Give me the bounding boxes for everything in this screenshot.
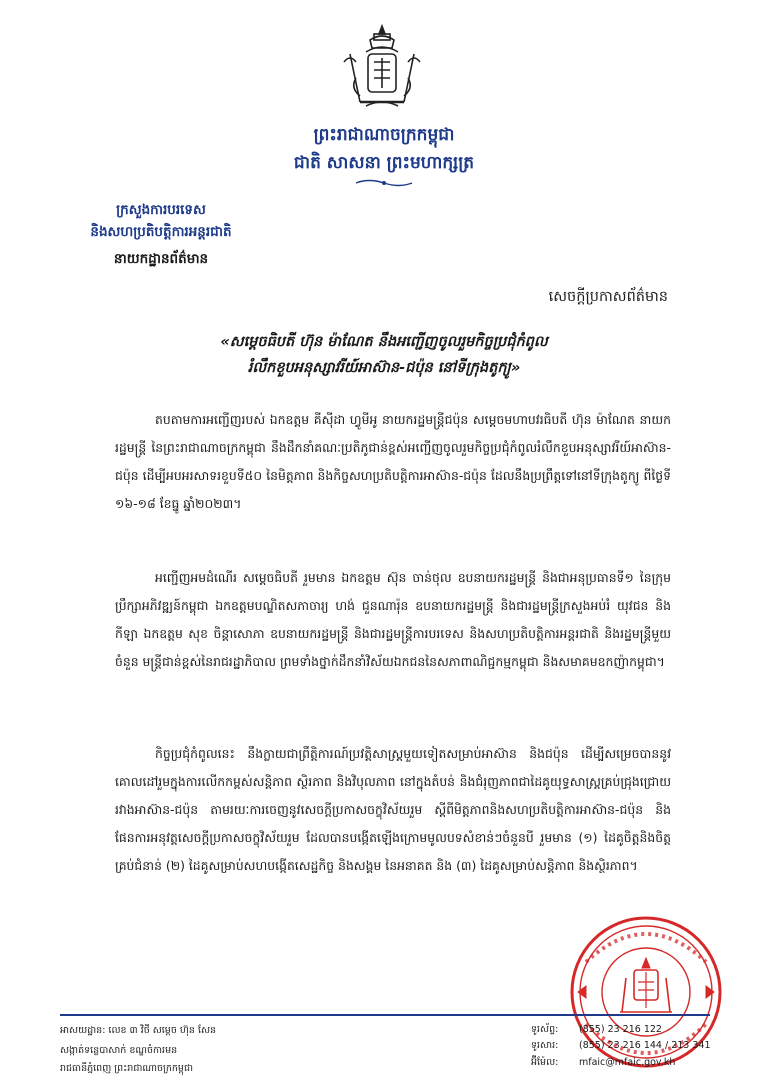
- department-name: នាយកដ្ឋានព័ត៌មាន: [113, 251, 209, 267]
- kingdom-title: ព្រះរាជាណាចក្រកម្ពុជា: [313, 125, 455, 145]
- headline-line-1: «សម្តេចធិបតី ហ៊ុន ម៉ាណែត នឹងអញ្ជើញចូលរួមកិច្ចប្រជុំកំពូល: [220, 334, 548, 350]
- body-paragraph-3: កិច្ចប្រជុំកំពូលនេះ នឹងក្លាយជាព្រឹត្តិការណ៍ប្រវត្តិសាស្ត្រមួយទៀតសម្រាប់អាស៊ាន និងជប៉ុន ដើម្បីសម្រេចបាននូវគោលដៅរួមក្នុងការលើកកម្ពស់សន្តិភាព ស្ថិរភាព និងវិបុលភាព នៅក្នុងតំបន់ និងជំរុញភាពជាដៃគូយុទ្ធសាស្ត្រគ្រប់ជ្រុងជ្រោយរវាងអាស៊ាន-ជប៉ុន តាមរយៈការចេញនូវសេចក្តីប្រកាសចក្ខុវិស័យរួម ស្តីពីមិត្តភាពនិងសហប្រតិបត្តិការអាស៊ាន-ជប៉ុន និងផែនការអនុវត្តសេចក្តីប្រកាសចក្ខុវិស័យរួម ដែលបានបង្កើតឡើងក្រោមមូលបទសំខាន់ៗចំនួនបី រួមមាន (១) ដៃគូចិត្តនិងចិត្តគ្រប់ជំនាន់ (២) ដៃគូសម្រាប់សហបង្កើតសេដ្ឋកិច្ច និងសង្គម នៃអនាគត និង (៣) ដៃគូសម្រាប់សន្តិភាព និងស្ថិរភាព។: [115, 746, 671, 873]
- ministry-name-continued: និងសហប្រតិបត្តិការអន្តរជាតិ: [90, 224, 232, 240]
- fax-value: (855) 23 216 144 / 213 341: [579, 1040, 711, 1051]
- document-type: សេចក្តីប្រកាសព័ត៌មាន: [548, 289, 668, 305]
- body-paragraph-2: អញ្ជើញអមដំណើរ សម្តេចធិបតី រួមមាន ឯកឧត្តម ស៊ុន ចាន់ថុល ឧបនាយករដ្ឋមន្ត្រី និងជាអនុប្រធានទី១ នៃក្រុមប្រឹក្សាអភិវឌ្ឍន៍កម្ពុជា ឯកឧត្តមបណ្ឌិតសភាចារ្យ ហង់ ជួនណារ៉ុន ឧបនាយករដ្ឋមន្ត្រី និងជារដ្ឋមន្ត្រីក្រសួងអប់រំ យុវជន និងកីឡា ឯកឧត្តម សុខ ចិន្តាសោភា ឧបនាយករដ្ឋមន្ត្រី និងជារដ្ឋមន្ត្រីការបរទេស និងសហប្រតិបត្តិការអន្តរជាតិ និងរដ្ឋមន្ត្រីមួយចំនួន មន្ត្រីជាន់ខ្ពស់នៃរាជរដ្ឋាភិបាល ព្រមទាំងថ្នាក់ដឹកនាំវិស័យឯកជននៃសភាពាណិជ្ជកម្មកម្ពុជា និងសមាគមឧកញ៉ាកម្ពុជា។: [115, 570, 671, 669]
- phone-value: (855) 23 216 122: [579, 1024, 662, 1035]
- headline-line-2: រំលឹកខួបអនុស្សាវរីយ៍អាស៊ាន-ជប៉ុន នៅទីក្រុងតូក្យូ»: [247, 360, 521, 376]
- body-paragraph-1: តបតាមការអញ្ជើញរបស់ ឯកឧត្តម គីស៊ីដា ហ្វូមីអូ នាយករដ្ឋមន្ត្រីជប៉ុន សម្តេចមហាបវរធិបតី ហ៊ុន ម៉ាណែត នាយករដ្ឋមន្ត្រី នៃព្រះរាជាណាចក្រកម្ពុជា នឹងដឹកនាំគណៈប្រតិភូជាន់ខ្ពស់អញ្ជើញចូលរួមកិច្ចប្រជុំកំពូលរំលឹកខួបអនុស្សាវរីយ៍អាស៊ាន-ជប៉ុន ដើម្បីអបអរសាទរខួបទី៥០ នៃមិត្តភាព និងកិច្ចសហប្រតិបត្តិការអាស៊ាន-ជប៉ុន ដែលនឹងប្រព្រឹត្តទៅនៅទីក្រុងតូក្យូ ពីថ្ងៃទី ១៦-១៨ ខែធ្នូ ឆ្នាំ២០២៣។: [115, 412, 671, 511]
- footer-phone: [531, 1023, 662, 1036]
- nation-motto: ជាតិ សាសនា ព្រះមហាក្សត្រ: [293, 153, 475, 173]
- footer-fax: [531, 1039, 711, 1052]
- ornament-divider-icon: [354, 178, 414, 188]
- fax-label: ទូរសារ:: [531, 1040, 559, 1051]
- email-label: អ៊ីម៉ែល:: [531, 1057, 559, 1068]
- ministry-name: ក្រសួងការបរទេស: [116, 202, 206, 218]
- phone-label: ទូរស័ព្ទ:: [531, 1024, 559, 1035]
- royal-emblem-icon: [330, 22, 434, 108]
- email-value[interactable]: mfaic@mfaic.gov.kh: [579, 1057, 676, 1068]
- footer-address-line-2: សង្កាត់ទន្លេបាសាក់ ខណ្ឌចំការមន: [60, 1045, 178, 1056]
- footer-email: [531, 1056, 676, 1069]
- footer-divider: [60, 1014, 710, 1016]
- footer-address-line-1: អាសយដ្ឋាន: លេខ ៣ វិថី សម្តេច ហ៊ុន សែន: [60, 1025, 217, 1036]
- footer-address-line-3: រាជធានីភ្នំពេញ ព្រះរាជាណាចក្រកម្ពុជា: [60, 1063, 193, 1074]
